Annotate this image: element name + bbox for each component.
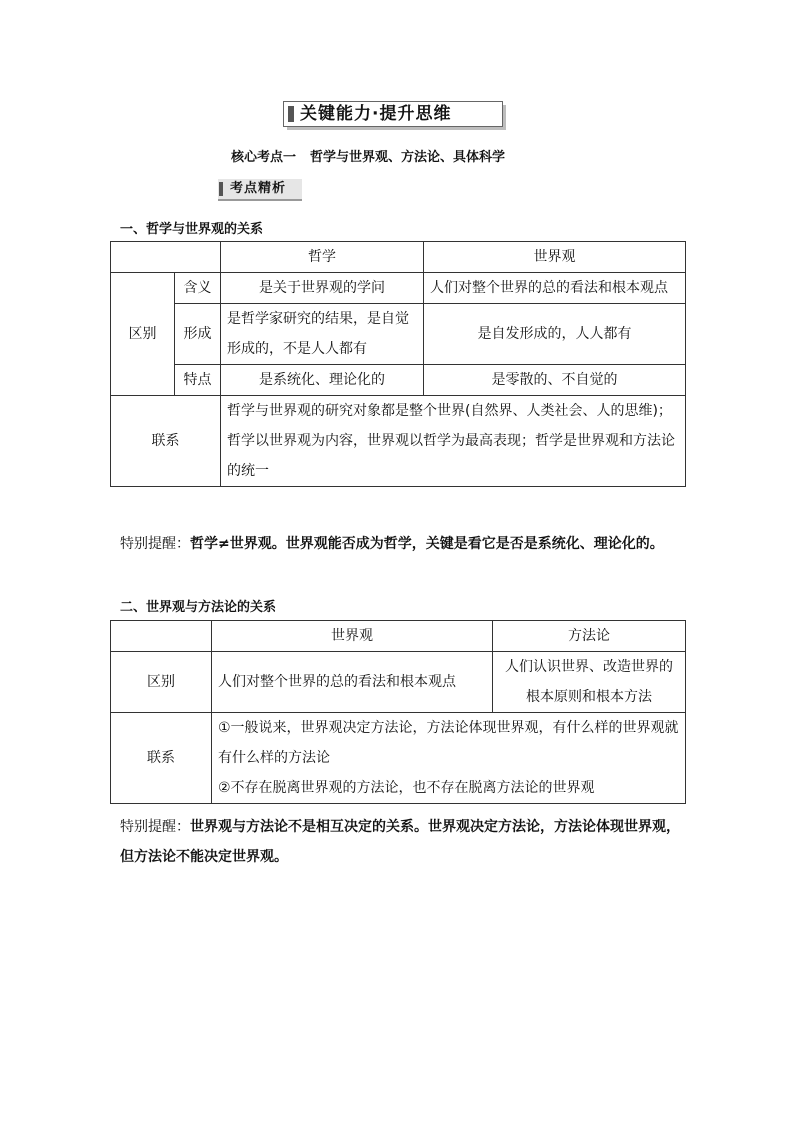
table-row (111, 365, 686, 396)
banner-title: 关键能力·提升思维 (300, 104, 452, 124)
row-group-difference: 区别 (111, 273, 175, 396)
connection-line-1: ①一般说来，世界观决定方法论，方法论体现世界观，有什么样的世界观就有什么样的方法论 (218, 720, 679, 766)
table-row (111, 273, 686, 304)
special-reminder-1 (120, 529, 680, 559)
table-corner-cell (111, 242, 221, 273)
row-label-difference: 区别 (111, 652, 212, 713)
subtitle-label: 核心考点一 (231, 150, 297, 165)
col-header-worldview: 世界观 (212, 621, 493, 652)
cell-connection: 哲学与世界观的研究对象都是整个世界(自然界、人类社会、人的思维)；哲学以世界观为内容，世界观以哲学为最高表现；哲学是世界观和方法论的统一 (221, 396, 686, 487)
table-row (111, 304, 686, 365)
cell-methodology-difference: 人们认识世界、改造世界的根本原则和根本方法 (493, 652, 686, 713)
col-header-philosophy: 哲学 (221, 242, 424, 273)
page-subtitle (231, 146, 505, 165)
col-header-methodology: 方法论 (493, 621, 686, 652)
col-header-worldview: 世界观 (424, 242, 686, 273)
reminder-text: 世界观与方法论不是相互决定的关系。世界观决定方法论，方法论体现世界观，但方法论不能决定世界观。 (120, 819, 680, 865)
tag-label: 考点精析 (230, 181, 287, 196)
table-header-row (111, 242, 686, 273)
section-banner (283, 101, 505, 129)
table-row (111, 713, 686, 804)
cell-connection (212, 713, 686, 804)
table-row (111, 652, 686, 713)
cell-philosophy-meaning: 是关于世界观的学问 (221, 273, 424, 304)
row-label-connection: 联系 (111, 713, 212, 804)
special-reminder-2 (120, 812, 680, 872)
reminder-prefix: 特别提醒： (120, 536, 190, 552)
table-row (111, 396, 686, 487)
row-label-connection: 联系 (111, 396, 221, 487)
worldview-methodology-table (110, 620, 686, 804)
cell-worldview-meaning: 人们对整个世界的总的看法和根本观点 (424, 273, 686, 304)
cell-worldview-feature: 是零散的、不自觉的 (424, 365, 686, 396)
table-corner-cell (111, 621, 212, 652)
table-header-row (111, 621, 686, 652)
tag-bar-icon (219, 182, 223, 196)
reminder-prefix: 特别提醒： (120, 819, 190, 835)
cell-worldview-difference: 人们对整个世界的总的看法和根本观点 (212, 652, 493, 713)
section-tag (218, 179, 302, 201)
cell-worldview-formation: 是自发形成的，人人都有 (424, 304, 686, 365)
banner-bar-icon (288, 106, 294, 122)
connection-line-2: ②不存在脱离世界观的方法论，也不存在脱离方法论的世界观 (218, 780, 595, 796)
philosophy-worldview-table (110, 241, 686, 487)
row-label-meaning: 含义 (175, 273, 221, 304)
row-label-formation: 形成 (175, 304, 221, 365)
section2-heading: 二、世界观与方法论的关系 (120, 600, 277, 615)
reminder-text: 哲学≠世界观。世界观能否成为哲学，关键是看它是否是系统化、理论化的。 (190, 536, 664, 552)
subtitle-topic: 哲学与世界观、方法论、具体科学 (310, 150, 506, 165)
row-label-feature: 特点 (175, 365, 221, 396)
cell-philosophy-formation: 是哲学家研究的结果，是自觉形成的，不是人人都有 (221, 304, 424, 365)
cell-philosophy-feature: 是系统化、理论化的 (221, 365, 424, 396)
section1-heading: 一、哲学与世界观的关系 (120, 222, 264, 237)
